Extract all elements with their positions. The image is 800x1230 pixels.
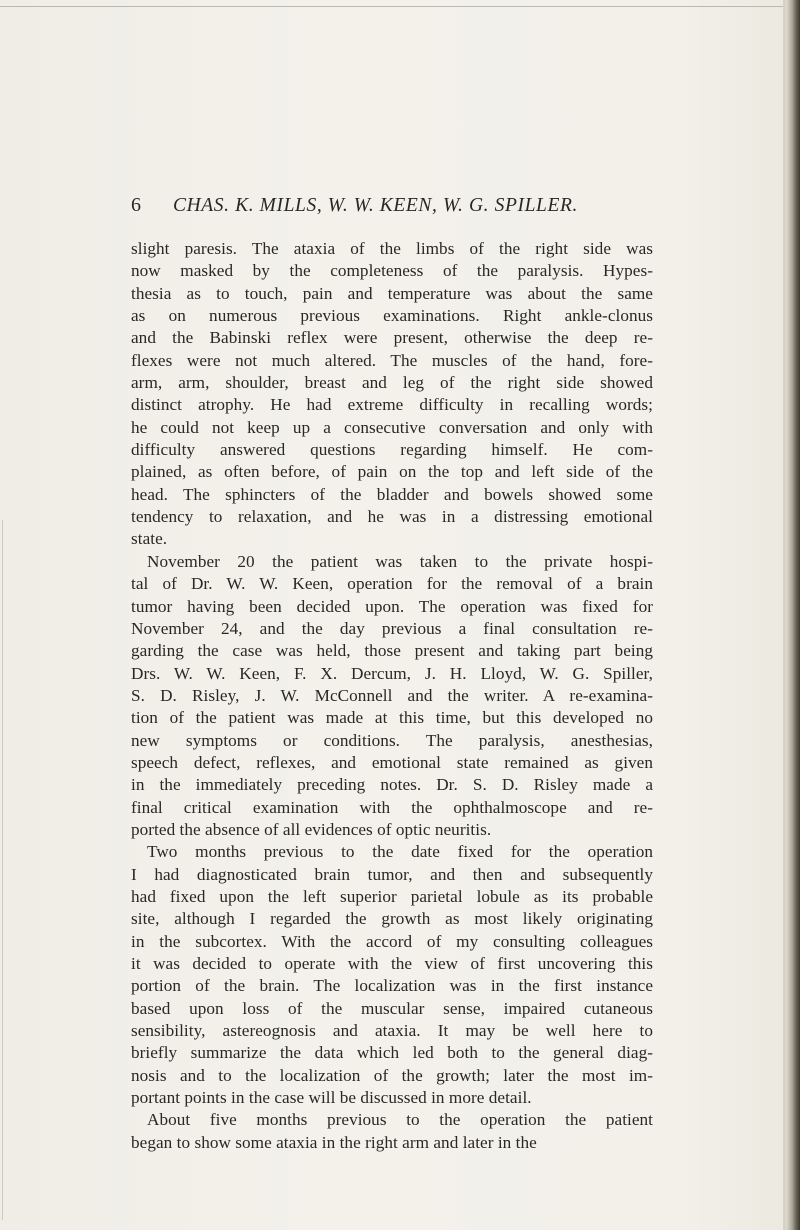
page-number: 6 (131, 194, 141, 216)
running-head-title: CHAS. K. MILLS, W. W. KEEN, W. G. SPILLER. (173, 195, 578, 216)
text-line: arm, arm, shoulder, breast and leg of the right side showed (131, 373, 653, 393)
text-line: plained, as often before, of pain on the top and left side of the (131, 462, 653, 482)
text-line: state. (131, 529, 168, 549)
text-line: November 24, and the day previous a final consultation re- (131, 618, 653, 638)
paragraph (131, 841, 653, 1109)
text-line: based upon loss of the muscular sense, impaired cutaneous (131, 998, 653, 1018)
text-line: as on numerous previous examinations. Right ankle-clonus (131, 306, 653, 326)
text-line: now masked by the completeness of the paralysis. Hypes- (131, 261, 653, 281)
text-line: in the immediately preceding notes. Dr. S. D. Risley made a (131, 775, 653, 795)
text-line: sensibility, astereognosis and ataxia. It may be well here to (131, 1021, 653, 1041)
paragraph (131, 238, 653, 551)
text-line: slight paresis. The ataxia of the limbs of the right side was (131, 239, 653, 258)
text-line: thesia as to touch, pain and temperature was about the same (131, 283, 653, 303)
text-line: began to show some ataxia in the right arm and later in the (131, 1132, 537, 1152)
text-line: had fixed upon the left superior parietal lobule as its probable (131, 886, 653, 906)
text-line: tumor having been decided upon. The operation was fixed for (131, 596, 653, 616)
text-line: difficulty answered questions regarding himself. He com- (131, 440, 653, 460)
book-spine-edge (786, 0, 800, 1230)
text-line: nosis and to the localization of the growth; later the most im- (131, 1065, 653, 1085)
text-line: Two months previous to the date fixed for the operation (147, 842, 653, 862)
text-line: portant points in the case will be discussed in more detail. (131, 1088, 532, 1108)
text-line: and the Babinski reflex were present, otherwise the deep re- (131, 328, 653, 348)
body-text (131, 238, 653, 1154)
text-line: distinct atrophy. He had extreme difficulty in recalling words; (131, 395, 653, 415)
paragraph (131, 1109, 653, 1154)
text-line: November 20 the patient was taken to the private hospi- (147, 551, 653, 571)
text-line: About five months previous to the operation the patient (147, 1110, 653, 1130)
text-line: final critical examination with the ophthalmoscope and re- (131, 797, 653, 817)
text-line: portion of the brain. The localization was in the first instance (131, 976, 653, 996)
text-line: briefly summarize the data which led both to the general diag- (131, 1043, 653, 1063)
text-line: garding the case was held, those present and taking part being (131, 641, 653, 661)
text-line: he could not keep up a consecutive conversation and only with (131, 417, 653, 437)
text-line: tendency to relaxation, and he was in a distressing emotional (131, 507, 653, 527)
text-line: it was decided to operate with the view of first uncovering this (131, 954, 653, 973)
text-line: speech defect, reflexes, and emotional state remained as given (131, 752, 653, 772)
text-line: new symptoms or conditions. The paralysis, anesthesias, (131, 730, 653, 750)
text-line: in the subcortex. With the accord of my consulting colleagues (131, 931, 653, 951)
text-line: head. The sphincters of the bladder and bowels showed some (131, 484, 653, 504)
text-line: site, although I regarded the growth as most likely originating (131, 909, 653, 929)
text-line: ported the absence of all evidences of optic neuritis. (131, 819, 492, 839)
text-line: I had diagnosticated brain tumor, and then and subsequently (131, 864, 653, 884)
text-line: Drs. W. W. Keen, F. X. Dercum, J. H. Lloyd, W. G. Spiller, (131, 663, 653, 683)
paragraph (131, 551, 653, 841)
running-head (131, 192, 651, 218)
left-margin-mark (2, 520, 3, 1220)
text-line: tion of the patient was made at this time, but this developed no (131, 708, 653, 728)
text-line: S. D. Risley, J. W. McConnell and the writer. A re-examina- (131, 685, 653, 705)
top-edge-rule (0, 6, 790, 7)
text-line: tal of Dr. W. W. Keen, operation for the removal of a brain (131, 574, 653, 594)
text-line: flexes were not much altered. The muscles of the hand, fore- (131, 350, 653, 370)
